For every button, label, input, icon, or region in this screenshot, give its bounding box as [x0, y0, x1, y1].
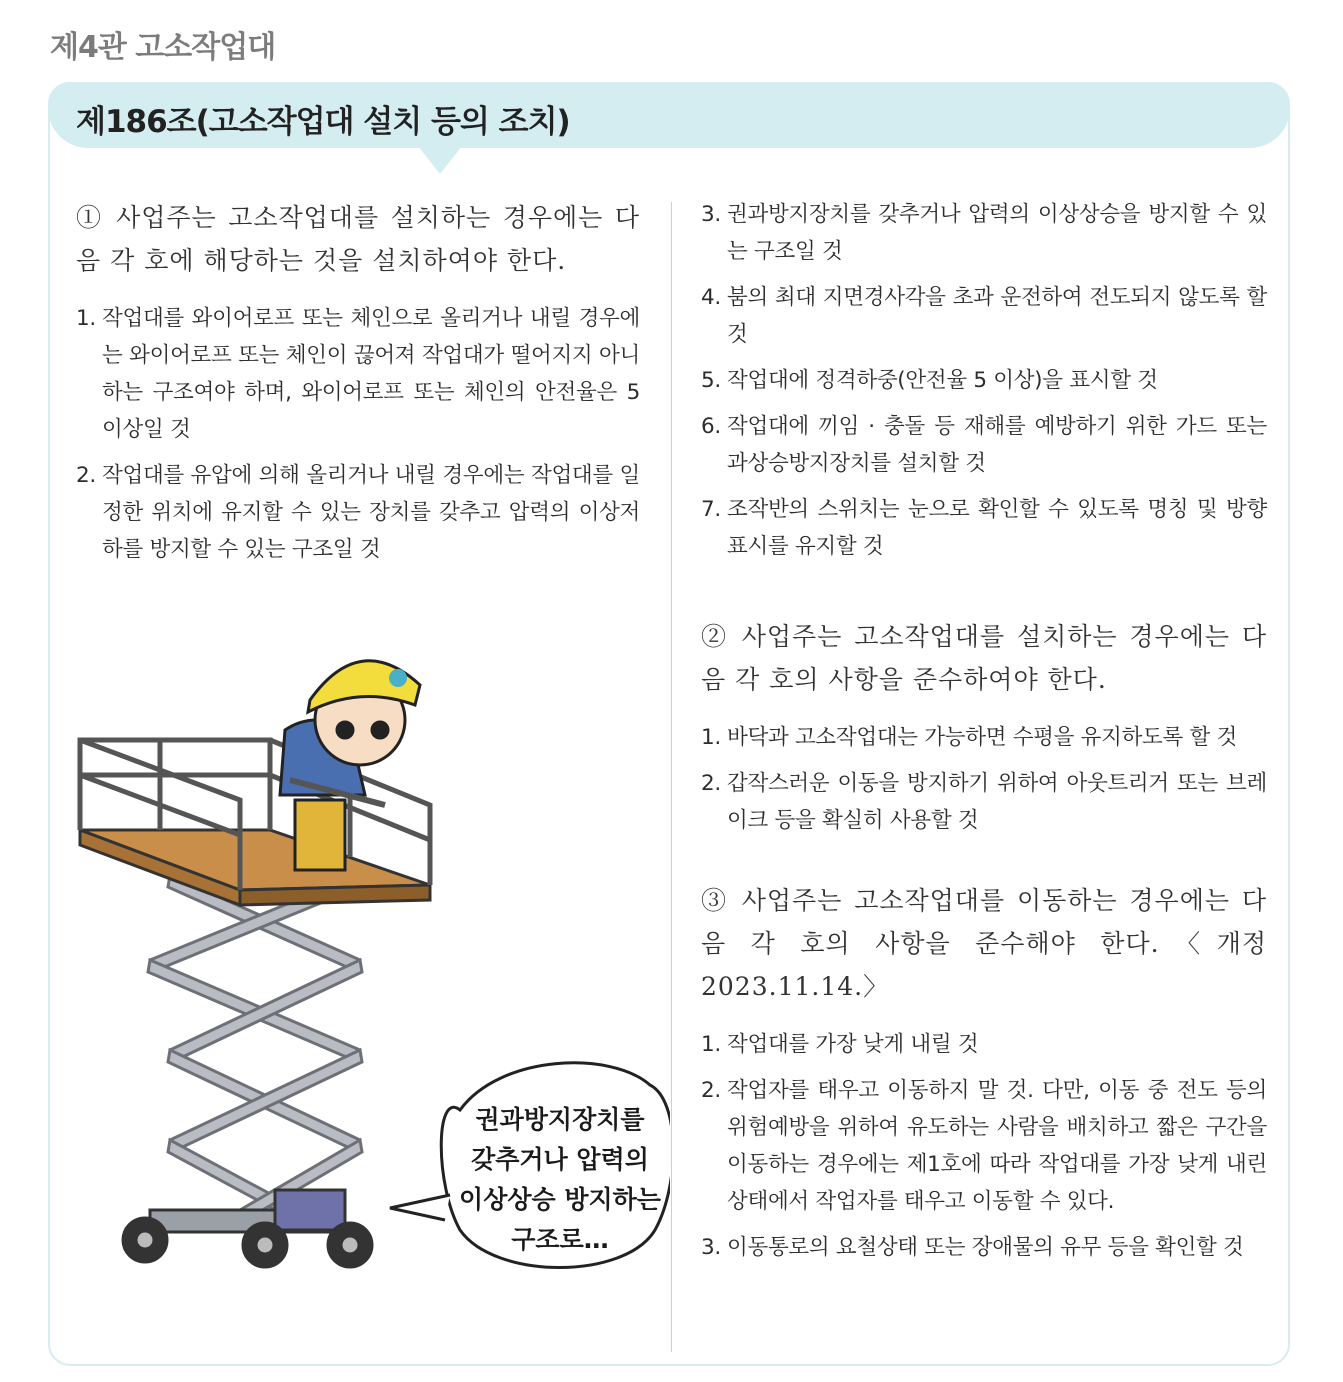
title-notch: [418, 146, 462, 174]
list-item: 3. 권과방지장치를 갖추거나 압력의 이상상승을 방지할 수 있는 구조일 것: [701, 202, 1267, 264]
paragraph-3: ③ 사업주는 고소작업대를 이동하는 경우에는 다음 각 호의 사항을 준수해야 한다.〈개정 2023.11.14.〉: [701, 886, 1267, 1001]
list-item: 4. 붐의 최대 지면경사각을 초과 운전하여 전도되지 않도록 할 것: [701, 285, 1267, 347]
right-column: [701, 196, 1267, 1275]
list-item: 7. 조작반의 스위치는 눈으로 확인할 수 있도록 명칭 및 방향표시를 유지할 것: [701, 497, 1267, 559]
paragraph-1: ① 사업주는 고소작업대를 설치하는 경우에는 다음 각 호에 해당하는 것을 설치하여야 한다.: [76, 203, 640, 275]
list-item: 1. 작업대를 가장 낮게 내릴 것: [701, 1032, 979, 1057]
lift-platform: [80, 830, 430, 905]
list-item: 2. 작업대를 유압에 의해 올리거나 내릴 경우에는 작업대를 일정한 위치에 유지할 수 있는 장치를 갖추고 압력의 이상저하를 방지할 수 있는 구조일 것: [76, 463, 640, 562]
speech-line-2: 갖추거나 압력의: [471, 1145, 649, 1174]
speech-line-4: 구조로…: [511, 1225, 609, 1254]
list-item: 5. 작업대에 정격하중(안전율 5 이상)을 표시할 것: [701, 368, 1158, 393]
list-item: 2. 갑작스러운 이동을 방지하기 위하여 아웃트리거 또는 브레이크 등을 확실히 사용할 것: [701, 771, 1267, 833]
list-item: 1. 작업대를 와이어로프 또는 체인으로 올리거나 내릴 경우에는 와이어로프 또는 체인이 끊어져 작업대가 떨어지지 아니하는 구조여야 하며, 와이어로프 또는 체인의 안전율은 5 이상일 것: [76, 306, 640, 442]
list-item: 6. 작업대에 끼임 · 충돌 등 재해를 예방하기 위한 가드 또는 과상승방지장치를 설치할 것: [701, 414, 1267, 476]
left-column: [76, 196, 640, 577]
scissor-arms: [148, 870, 372, 1222]
speech-line-1: 권과방지장치를: [475, 1105, 645, 1134]
scissor-lift-illustration: [40, 630, 670, 1330]
lift-base: [123, 1190, 372, 1267]
paragraph-3-items: [701, 1026, 1267, 1266]
paragraph-1-items-continued: [701, 196, 1267, 565]
paragraph-2: ② 사업주는 고소작업대를 설치하는 경우에는 다음 각 호의 사항을 준수하여야 한다.: [701, 622, 1267, 694]
paragraph-1-items: [76, 300, 640, 568]
section-label: 제4관 고소작업대: [50, 30, 276, 65]
speech-line-3: 이상상승 방지하는: [459, 1185, 661, 1214]
paragraph-2-items: [701, 719, 1267, 839]
list-item: 3. 이동통로의 요철상태 또는 장애물의 유무 등을 확인할 것: [701, 1235, 1244, 1260]
speech-bubble: [390, 1063, 670, 1268]
list-item: 2. 작업자를 태우고 이동하지 말 것. 다만, 이동 중 전도 등의 위험예방을 위하여 유도하는 사람을 배치하고 짧은 구간을 이동하는 경우에는 제1호에 따라 작업대를 가장 낮게 내린 상태에서 작업자를 태우고 이동할 수 있다.: [701, 1078, 1267, 1214]
column-divider: [671, 202, 672, 1352]
article-title: 제186조(고소작업대 설치 등의 조치): [76, 104, 570, 140]
list-item: 1. 바닥과 고소작업대는 가능하면 수평을 유지하도록 할 것: [701, 725, 1237, 750]
